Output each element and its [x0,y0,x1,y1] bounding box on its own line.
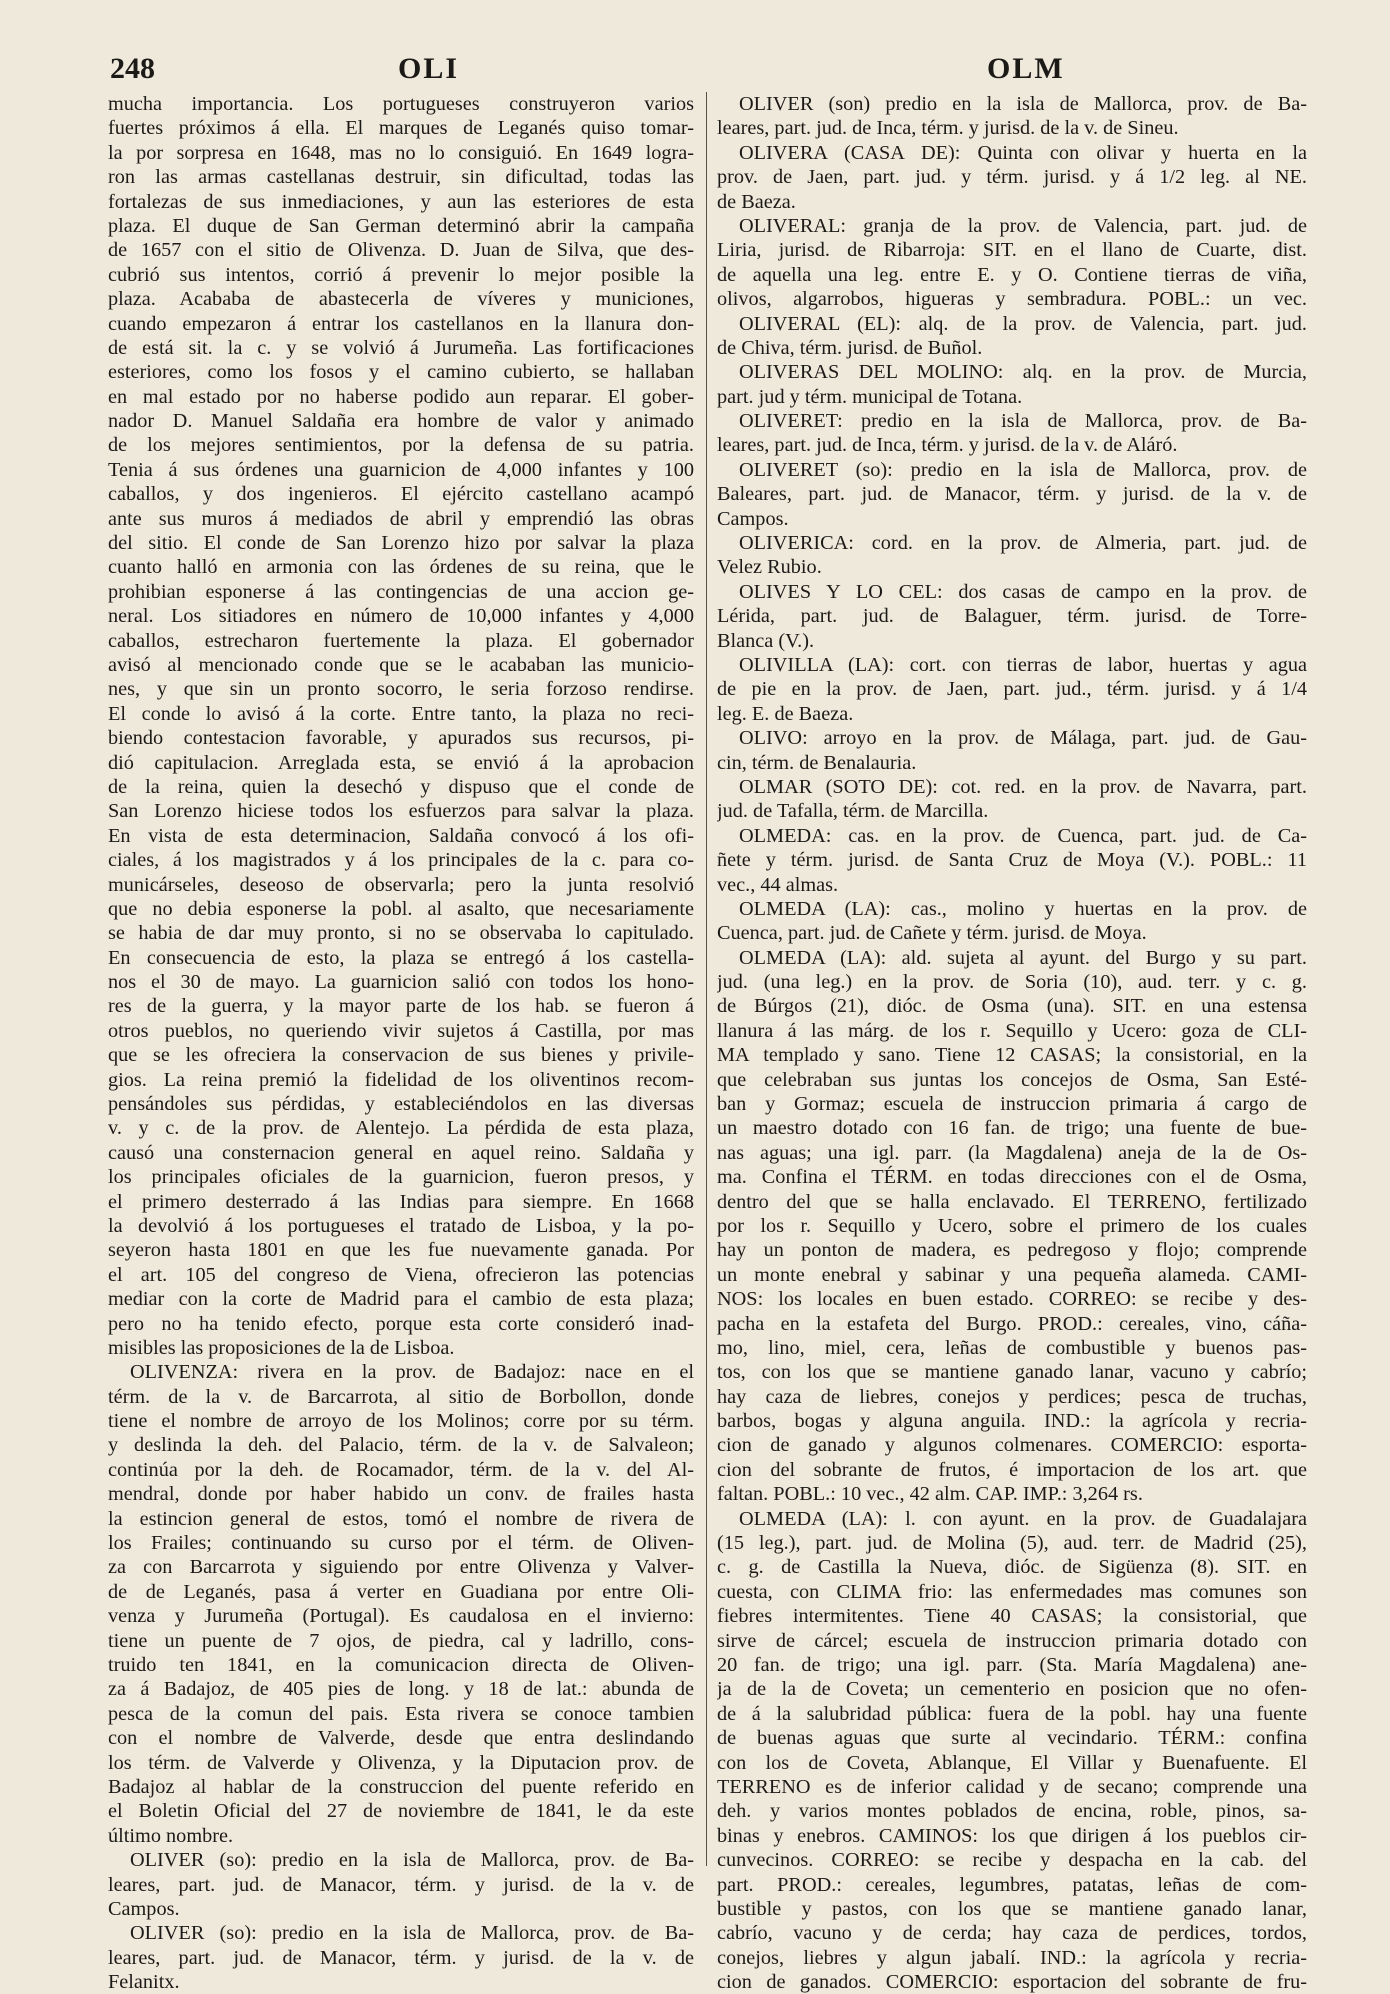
text-line: fiebres intermitentes. Tiene 40 CASAS; la consistorial, que [717,1605,1307,1628]
text-line: OLIVERICA: cord. en la prov. de Almeria, part. jud. de [739,532,1307,555]
text-line: de Búrgos (21), dióc. de Osma (una). SIT. en una estensa [717,995,1307,1018]
text-line: prohibian esponerse á las contingencias de una accion ge- [108,580,694,603]
text-line: en mal estado por no haberse podido aun reparar. El gober- [108,385,694,408]
text-line: cin, térm. de Benalauria. [717,751,917,774]
text-line: ban y Gormaz; escuela de instruccion primaria á cargo de [717,1093,1307,1116]
text-line: de está sit. la c. y se volvió á Jurumeña. Las fortificaciones [108,336,694,359]
text-line: Lérida, part. jud. de Balaguer, térm. jurisd. de Torre- [717,605,1307,628]
text-line: mucha importancia. Los portugueses construyeron varios [108,93,694,115]
text-line: dió capitulacion. Arreglada esta, se envió á la aprobacion [108,751,694,774]
text-line: y deslinda la deh. del Palacio, térm. de la v. de Salvaleon; [108,1434,694,1457]
text-line: El conde lo avisó á la corte. Entre tanto, la plaza no reci- [108,702,694,725]
text-line: OLMEDA (LA): l. con ayunt. en la prov. de Guadalajara [739,1507,1307,1530]
text-line: OLIVERAL (EL): alq. de la prov. de Valencia, part. jud. [739,312,1307,335]
text-line: caballos, y dos ingenieros. El ejército castellano acampó [108,483,694,506]
text-line: OLIVERAL: granja de la prov. de Valencia, part. jud. de [739,214,1307,237]
text-line: res de la guerra, y la mayor parte de los hab. se fueron á [108,995,694,1018]
text-line: jud. de Tafalla, térm. de Marcilla. [717,800,989,823]
text-line: mediar con la corte de Madrid para el cambio de esta plaza; [108,1288,694,1311]
text-line: fuertes próximos á ella. El marques de Leganés quiso tomar- [108,117,694,140]
text-line: OLIVER (so): predio en la isla de Mallorca, prov. de Ba- [130,1849,694,1872]
left-column [108,92,694,1994]
text-line: En consecuencia de esto, la plaza se entregó á los castella- [108,946,694,969]
text-line: barbos, bogas y alguna anguila. IND.: la agrícola y recria- [717,1410,1307,1433]
text-line: caballos, estrecharon fuertemente la plaza. El gobernador [108,629,694,652]
text-line: tiene un puente de 7 ojos, de piedra, cal y ladrillo, cons- [108,1629,694,1652]
text-line: que celebraban sus juntas los concejos de Osma, San Esté- [717,1068,1307,1091]
text-line: último nombre. [108,1824,234,1847]
text-line: los térm. de Valverde y Olivenza, y la Diputacion prov. de [108,1751,694,1774]
text-line: nes, y que sin un pronto socorro, le seria forzoso rendirse. [108,678,694,701]
text-line: dentro del que se halla enclavado. El TERRENO, fertilizado [717,1190,1307,1213]
text-line: con el nombre de Valverde, desde que entra deslindando [108,1727,694,1750]
text-line: sirve de cárcel; escuela de instruccion primaria dotado con [717,1629,1307,1652]
text-line: Velez Rubio. [717,556,822,579]
text-line: leares, part. jud. de Inca, térm. y jurisd. de la v. de Sineu. [717,117,1179,140]
text-line: ron las armas castellanas destruir, sin dificultad, todas las [108,166,694,189]
text-line: de á la salubridad pública: fuera de la pobl. hay una fuente [717,1702,1307,1725]
text-line: OLIVILLA (LA): cort. con tierras de labor, huertas y agua [739,653,1307,676]
text-line: Badajoz al hablar de la construccion del puente referido en [108,1775,694,1798]
text-line: part. jud y térm. municipal de Totana. [717,385,1023,408]
text-line: cubrió sus intentos, corrió á prevenir lo mejor posible la [108,263,694,286]
text-line: OLIVERET: predio en la isla de Mallorca, prov. de Ba- [739,410,1307,433]
text-line: ma. Confina el TÉRM. en todas direcciones con el de Osma, [717,1166,1307,1189]
text-line: NOS: los locales en buen estado. CORREO: se recibe y des- [717,1288,1307,1311]
text-line: nas aguas; una igl. parr. (la Magdalena) aneja de la de Os- [717,1141,1307,1164]
text-line: del sitio. El conde de San Lorenzo hizo por salvar la plaza [108,532,694,555]
text-line: biendo contestacion favorable, y apurados sus recursos, pi- [108,727,694,750]
text-line: mo, lino, miel, cera, leñas de combustible y buenos pas- [717,1336,1307,1359]
text-line: pensándoles sus pérdidas, y estableciéndolos en las diversas [108,1093,694,1116]
text-line: Tenia á sus órdenes una guarnicion de 4,000 infantes y 100 [108,458,694,481]
text-line: de la reina, quien la desechó y dispuso que el conde de [108,775,694,798]
text-line: bustible y pastos, con los que se mantiene ganado lanar, [717,1897,1307,1920]
text-line: leares, part. jud. de Manacor, térm. y jurisd. de la v. de [108,1946,694,1969]
text-line: 20 fan. de trigo; una igl. parr. (Sta. María Magdalena) ane- [717,1654,1307,1676]
text-line: OLIVER (so): predio en la isla de Mallorca, prov. de Ba- [130,1922,694,1945]
text-line: por los r. Sequillo y Ucero, sobre el primero de los cuales [717,1214,1307,1237]
text-line: seyeron hasta 1801 en que les fue nuevamente ganada. Por [108,1239,694,1262]
text-line: que no debia esponerse la pobl. al asalto, que necesariamente [108,897,694,920]
text-line: venza y Jurumeña (Portugal). Es caudalosa en el invierno: [108,1605,694,1628]
text-line: térm. de la v. de Barcarrota, al sitio de Borbollon, donde [108,1385,694,1408]
text-line: TERRENO es de inferior calidad y de secano; comprende una [717,1775,1307,1798]
text-line: cion de ganado y algunos colmenares. COMERCIO: esporta- [717,1434,1307,1457]
text-line: OLIVER (son) predio en la isla de Mallorca, prov. de Ba- [739,93,1307,115]
text-line: OLMEDA: cas. en la prov. de Cuenca, part. jud. de Ca- [739,824,1307,847]
text-line: olivos, algarrobos, higueras y sembradura. POBL.: un vec. [717,288,1307,311]
text-line: continúa por la deh. de Rocamador, térm. de la v. del Al- [108,1458,694,1481]
text-line: un monte enebral y sabinar y una pequeña alameda. CAMI- [717,1263,1307,1286]
text-line: municárseles, deseoso de observarla; pero la junta resolvió [108,873,694,896]
text-line: la por sorpresa en 1648, mas no lo consiguió. En 1649 logra- [108,141,694,164]
text-line: el Boletin Oficial del 27 de noviembre de 1841, le da este [108,1800,694,1823]
text-line: cion del sobrante de frutos, é importacion de los art. que [717,1458,1307,1481]
text-line: otros pueblos, no queriendo vivir sujetos á Castilla, por mas [108,1019,694,1042]
text-line: gios. La reina premió la fidelidad de los oliventinos recom- [108,1068,694,1091]
text-line: con los de Coveta, Ablanque, El Villar y Buenafuente. El [717,1751,1307,1774]
text-line: Liria, jurisd. de Ribarroja: SIT. en el llano de Cuarte, dist. [717,239,1307,262]
text-line: de Baeza. [717,190,796,213]
text-line: cabrío, vacuno y de cerda; hay caza de perdices, tordos, [717,1922,1307,1945]
text-line: causó una consternacion general en aquel reino. Saldaña y [108,1141,694,1164]
text-line: OLIVERAS DEL MOLINO: alq. en la prov. de Murcia, [739,361,1307,384]
text-line: cunvecinos. CORREO: se recibe y despacha en la cab. del [717,1849,1307,1872]
text-line: Felanitx. [108,1971,180,1994]
text-line: c. g. de Castilla la Nueva, dióc. de Sigüenza (8). SIT. en [717,1556,1307,1579]
text-line: fortalezas de sus inmediaciones, y aun las esteriores de esta [108,190,694,213]
text-line: llanura á las márg. de los r. Sequillo y Ucero: goza de CLI- [717,1019,1307,1042]
text-line: OLIVERET (so): predio en la isla de Mallorca, prov. de [739,458,1307,481]
text-line: prov. de Jaen, part. jud. y térm. jurisd. y á 1/2 leg. al NE. [717,166,1307,189]
text-line: part. PROD.: cereales, legumbres, patatas, leñas de com- [717,1873,1307,1896]
text-line: hay un ponton de madera, es pedregoso y flojo; comprende [717,1239,1307,1262]
left-guide-word: OLI [398,52,460,85]
text-line: cuando empezaron á entrar los castellanos en la llanura don- [108,312,694,335]
text-line: Campos. [717,507,789,530]
text-line: de pie en la prov. de Jaen, part. jud., térm. jurisd. y á 1/4 [717,678,1307,701]
text-line: za á Badajoz, de 405 pies de long. y 18 de lat.: abunda de [108,1678,694,1701]
text-line: deh. y varios montes poblados de encina, roble, pinos, sa- [717,1800,1307,1823]
text-line: tos, con los que se mantiene ganado lanar, vacuno y cabrío; [717,1361,1307,1384]
text-line: nos el 30 de mayo. La guarnicion salió con todos los hono- [108,971,694,994]
text-line: MA templado y sano. Tiene 12 CASAS; la consistorial, en la [717,1044,1307,1067]
text-line: ante sus muros á mediados de abril y emprendió las obras [108,507,694,530]
text-line: cion de ganados. COMERCIO: esportacion del sobrante de fru- [717,1971,1307,1994]
running-head [110,52,1316,86]
text-line: Blanca (V.). [717,629,815,652]
text-line: de de Leganés, pasa á verter en Guadiana por entre Oli- [108,1580,694,1603]
text-line: misibles las proposiciones de la de Lisboa. [108,1336,455,1359]
right-column [717,92,1307,1994]
text-line: pacha en la estafeta del Burgo. PROD.: cereales, vino, cáña- [717,1312,1307,1335]
text-line: OLIVES Y LO CEL: dos casas de campo en la prov. de [739,580,1307,603]
text-line: OLIVENZA: rivera en la prov. de Badajoz: nace en el [130,1361,694,1384]
text-line: Cuenca, part. jud. de Cañete y térm. jurisd. de Moya. [717,922,1147,945]
text-line: ciales, á los magistrados y á los principales de la c. para co- [108,849,694,872]
text-line: leares, part. jud. de Manacor, térm. y jurisd. de la v. de [108,1873,694,1896]
page-number: 248 [110,52,155,85]
text-line: plaza. Acababa de abastecerla de víveres y municiones, [108,288,694,311]
text-line: En vista de esta determinacion, Saldaña convocó á los ofi- [108,824,694,847]
column-divider [706,92,707,1866]
text-line: neral. Los sitiadores en número de 10,000 infantes y 4,000 [108,605,694,628]
text-line: de los mejores sentimientos, por la defensa de su patria. [108,434,694,457]
text-line: avisó al mencionado conde que se le acababan las municio- [108,653,694,676]
text-line: za con Barcarrota y siguiendo por entre Olivenza y Valver- [108,1556,694,1579]
text-line: OLMAR (SOTO DE): cot. red. en la prov. de Navarra, part. [739,775,1307,798]
right-guide-word: OLM [987,52,1065,85]
text-line: San Lorenzo hiciese todos los esfuerzos para salvar la plaza. [108,800,694,823]
text-line: esteriores, como los fosos y el camino cubierto, se hallaban [108,361,694,384]
text-line: la devolvió á los portugueses el tratado de Lisboa, y la po- [108,1214,694,1237]
text-line: OLMEDA (LA): ald. sujeta al ayunt. del Burgo y su part. [739,946,1307,969]
text-line: truido ten 1841, en la comunicacion directa de Oliven- [108,1654,694,1676]
text-line: de 1657 con el sitio de Olivenza. D. Juan de Silva, que des- [108,239,694,262]
text-line: cuanto halló en armonia con las órdenes de su reina, que le [108,556,694,579]
text-line: nador D. Manuel Saldaña era hombre de valor y animado [108,410,694,433]
text-line: el art. 105 del congreso de Viena, ofrecieron las potencias [108,1263,694,1286]
text-line: jud. (una leg.) en la prov. de Soria (10), aud. terr. y c. g. [717,971,1307,994]
text-line: de buenas aguas que surte al vecindario. TÉRM.: confina [717,1727,1307,1750]
text-line: pesca de la comun del pais. Esta rivera se conoce tambien [108,1702,694,1725]
text-line: se habia de dar muy pronto, si no se observaba lo capitulado. [108,922,694,945]
text-line: Campos. [108,1897,180,1920]
text-line: hay caza de liebres, conejos y perdices; pesca de truchas, [717,1385,1307,1408]
text-line: OLMEDA (LA): cas., molino y huertas en la prov. de [739,897,1307,920]
text-line: que se les ofreciera la conservacion de sus bienes y privile- [108,1044,694,1067]
text-line: vec., 44 almas. [717,873,839,896]
text-line: conejos, liebres y algun jabalí. IND.: la agrícola y recria- [717,1946,1307,1969]
text-line: OLIVO: arroyo en la prov. de Málaga, part. jud. de Gau- [739,727,1307,750]
text-line: de aquella una leg. entre E. y O. Contiene tierras de viña, [717,263,1307,286]
text-line: leg. E. de Baeza. [717,702,854,725]
text-line: los Frailes; continuando su curso por el térm. de Oliven- [108,1532,694,1555]
text-line: ja de la de Coveta; un cementerio en posicion que no ofen- [717,1678,1307,1701]
text-line: mendral, donde por haber habido un conv. de frailes hasta [108,1483,694,1506]
text-line: pero no ha tenido efecto, porque esta corte consideró inad- [108,1312,694,1335]
text-line: cuesta, con CLIMA frio: las enfermedades mas comunes son [717,1580,1307,1603]
text-line: binas y enebros. CAMINOS: los que dirigen á los pueblos cir- [717,1824,1307,1847]
text-line: de Chiva, térm. jurisd. de Buñol. [717,336,983,359]
text-line: los principales oficiales de la guarnicion, fueron presos, y [108,1166,694,1189]
text-line: v. y c. de la prov. de Alentejo. La pérdida de esta plaza, [108,1117,694,1140]
text-line: leares, part. jud. de Inca, térm. y jurisd. de la v. de Aláró. [717,434,1178,457]
text-line: (15 leg.), part. jud. de Molina (5), aud. terr. de Madrid (25), [717,1532,1307,1555]
text-line: tiene el nombre de arroyo de los Molinos; corre por su térm. [108,1410,694,1433]
text-line: OLIVERA (CASA DE): Quinta con olivar y huerta en la [739,141,1307,164]
text-line: ñete y térm. jurisd. de Santa Cruz de Moya (V.). POBL.: 11 [717,849,1307,872]
text-line: faltan. POBL.: 10 vec., 42 alm. CAP. IMP.: 3,264 rs. [717,1483,1143,1506]
text-line: Baleares, part. jud. de Manacor, térm. y jurisd. de la v. de [717,483,1307,506]
text-line: el primero desterrado á las Indias para siempre. En 1668 [108,1190,694,1213]
text-line: plaza. El duque de San German determinó abrir la campaña [108,214,694,237]
text-line: un maestro dotado con 16 fan. de trigo; una fuente de bue- [717,1117,1307,1140]
text-line: la estincion general de estos, tomó el nombre de rivera de [108,1507,694,1530]
